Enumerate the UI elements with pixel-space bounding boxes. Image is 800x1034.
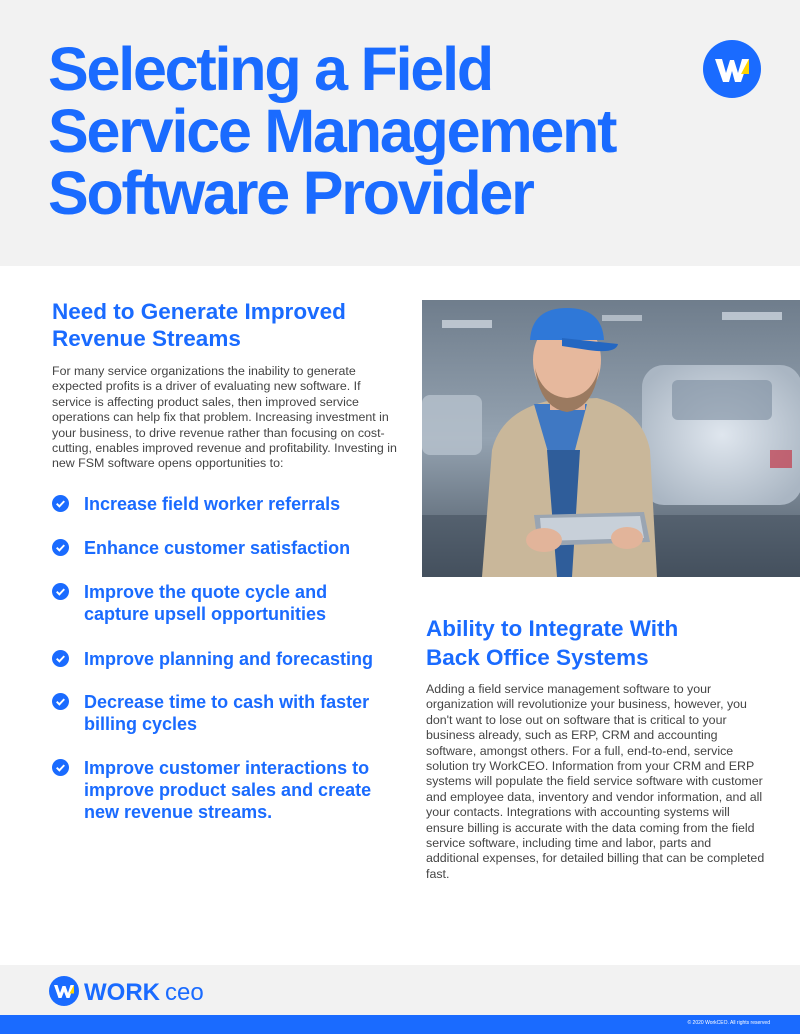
revenue-section <box>52 298 397 472</box>
integration-body: Adding a field service management software to your organization will revolutionize your business, however, you don't want to lose out on software that is critical to your business already, such as ERP, CRM and accounting software, amongst others. For a full, end-to-end, service solution try WorkCEO. Information from your CRM and ERP systems will populate the field service software with customer and employee data, inventory and vendor information, and all your contacts. Integrations with accounting systems will ensure billing is accurate with the data coming from the field service software, including time and labor, parts and additional expenses, for detailed billing that can be completed fast. <box>426 682 765 881</box>
header-band <box>0 0 800 266</box>
footer-band <box>0 965 800 1015</box>
workceo-brand-logo <box>48 975 238 1007</box>
brand-light-text: ceo <box>165 979 204 1006</box>
copyright-text: © 2020 WorkCEO. All rights reserved <box>687 1020 770 1026</box>
integration-heading <box>426 614 766 672</box>
benefit-line: Increase field worker referrals <box>84 494 341 514</box>
integration-heading-line-1: Ability to Integrate With <box>426 616 679 641</box>
benefit-line: Improve planning and forecasting <box>84 649 374 669</box>
check-circle-icon <box>52 539 69 556</box>
revenue-heading <box>52 298 397 352</box>
benefit-line: Improve the quote cycle and <box>84 582 328 602</box>
brand-bold-text: WORK <box>84 979 160 1006</box>
check-circle-icon <box>52 759 69 776</box>
title-line-3: Software Provider <box>48 159 533 227</box>
footer-bar <box>0 1015 800 1034</box>
check-circle-icon <box>52 650 69 667</box>
benefit-text <box>84 493 404 515</box>
benefit-line: capture upsell opportunities <box>84 604 327 624</box>
benefit-line: billing cycles <box>84 714 198 734</box>
title-line-1: Selecting a Field <box>48 35 492 103</box>
revenue-heading-line-1: Need to Generate Improved <box>52 299 346 324</box>
benefit-text <box>84 581 404 625</box>
check-circle-icon <box>52 693 69 710</box>
technician-photo <box>422 300 800 577</box>
benefit-line: Enhance customer satisfaction <box>84 538 351 558</box>
page-title <box>48 35 708 227</box>
check-circle-icon <box>52 495 69 512</box>
benefit-text <box>84 648 404 670</box>
integration-heading-line-2: Back Office Systems <box>426 645 649 670</box>
revenue-heading-line-2: Revenue Streams <box>52 326 241 351</box>
benefit-text <box>84 757 404 823</box>
benefit-text <box>84 537 404 559</box>
revenue-body: For many service organizations the inability to generate expected profits is a driver of evaluating new software. If service is affecting product sales, then improved service operations can help fix that problem. Increasing investment in your business, to drive revenue rather than focusing on cost-cutting, enables improved revenue and profitability. Investing in new FSM software opens opportunities to: <box>52 364 397 471</box>
benefit-line: Improve customer interactions to <box>84 758 370 778</box>
workceo-w-logo-icon <box>703 40 761 98</box>
integration-section <box>426 614 766 882</box>
check-circle-icon <box>52 583 69 600</box>
title-line-2: Service Management <box>48 97 616 165</box>
benefit-line: improve product sales and create <box>84 780 372 800</box>
benefit-text <box>84 691 404 735</box>
benefit-line: Decrease time to cash with faster <box>84 692 370 712</box>
benefit-line: new revenue streams. <box>84 802 273 822</box>
